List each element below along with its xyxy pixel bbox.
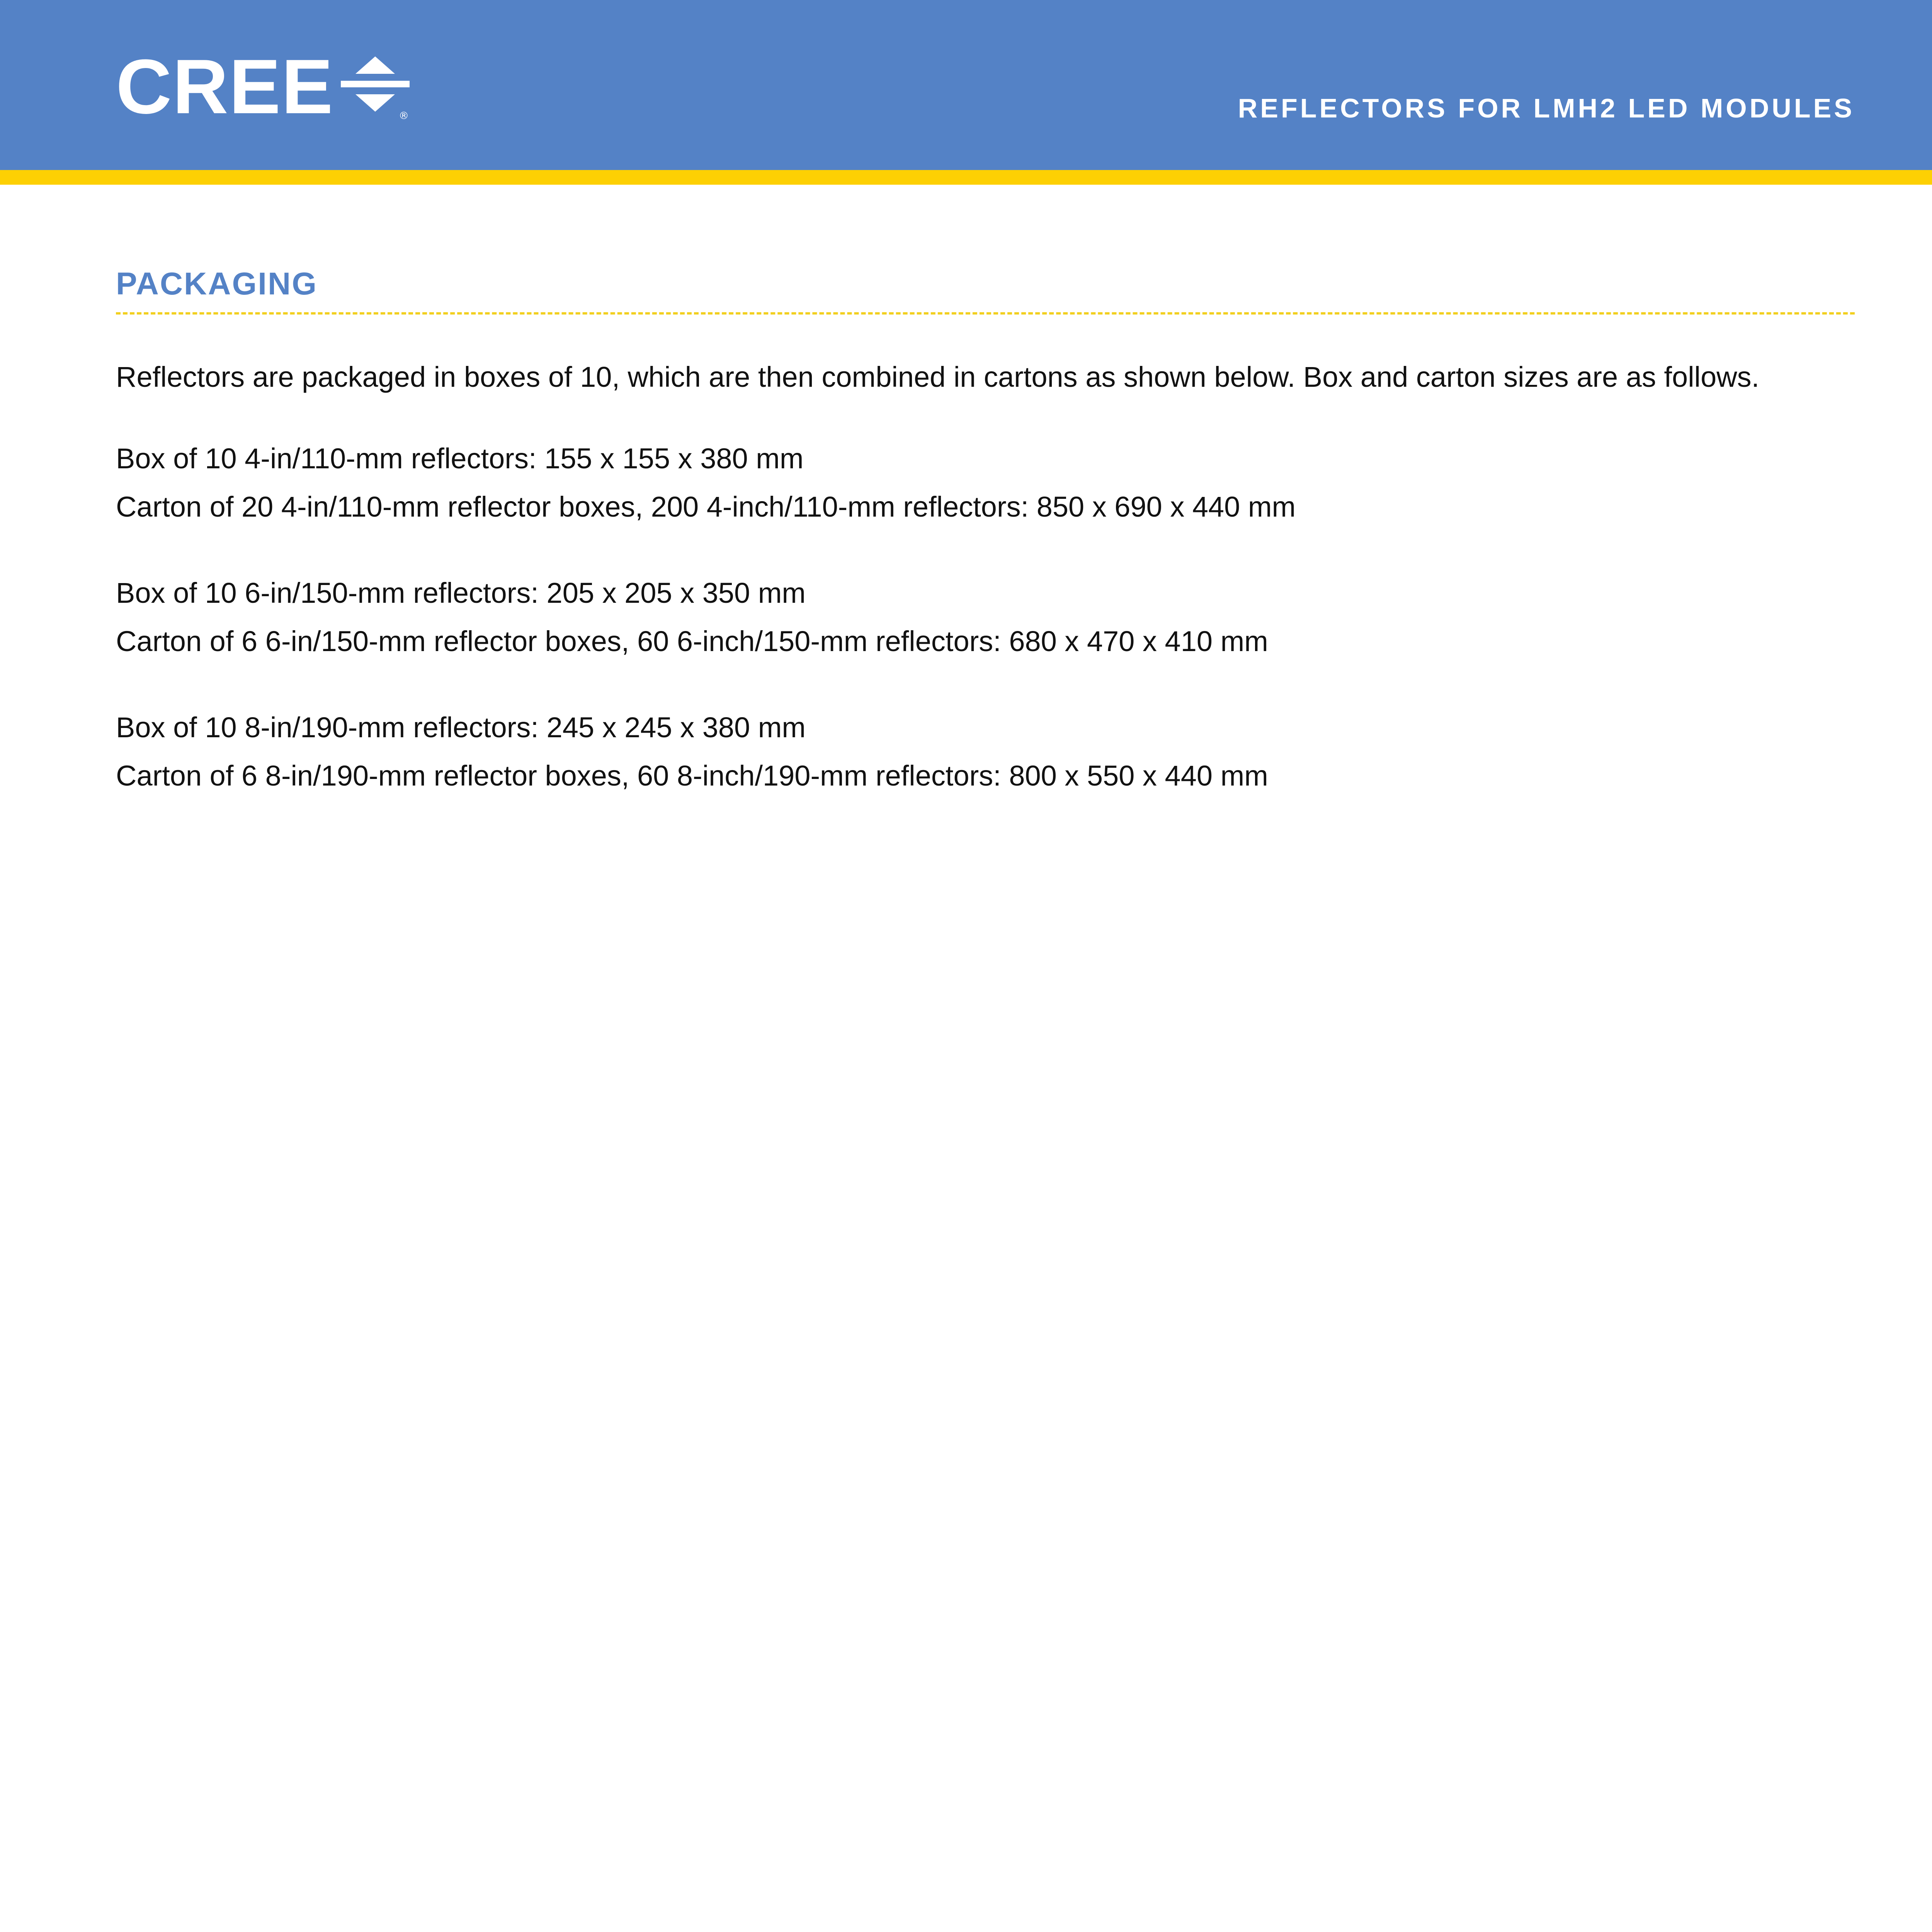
cree-logo	[116, 44, 410, 130]
spec-group-8in	[116, 703, 1855, 800]
carton-spec: Carton of 6 8-in/190-mm reflector boxes, 60 8-inch/190-mm reflectors: 800 x 550 x 440 mm	[116, 760, 1268, 792]
section-heading: PACKAGING	[116, 263, 1855, 315]
logo-wordmark: CREE	[116, 44, 334, 130]
spec-group-6in	[116, 569, 1855, 665]
intro-paragraph: Reflectors are packaged in boxes of 10, which are then combined in cartons as shown below. Box and carton sizes are as follows.	[116, 361, 1760, 393]
carton-spec: Carton of 6 6-in/150-mm reflector boxes, 60 6-inch/150-mm reflectors: 680 x 470 x 410 mm	[116, 625, 1268, 657]
box-spec: Box of 10 6-in/150-mm reflectors: 205 x 205 x 350 mm	[116, 577, 806, 609]
logo-registered-mark: ®	[399, 110, 409, 120]
main-content	[116, 263, 1855, 800]
box-spec: Box of 10 8-in/190-mm reflectors: 245 x 245 x 380 mm	[116, 711, 806, 743]
header-accent-stripe	[0, 170, 1932, 185]
carton-spec: Carton of 20 4-in/110-mm reflector boxes, 200 4-inch/110-mm reflectors: 850 x 690 x 440 mm	[116, 491, 1296, 523]
page-header	[0, 0, 1932, 170]
cree-logo-arrows-icon	[341, 56, 410, 120]
document-title: REFLECTORS FOR LMH2 LED MODULES	[1238, 93, 1855, 123]
box-spec: Box of 10 4-in/110-mm reflectors: 155 x 155 x 380 mm	[116, 442, 804, 474]
spec-group-4in	[116, 434, 1855, 531]
